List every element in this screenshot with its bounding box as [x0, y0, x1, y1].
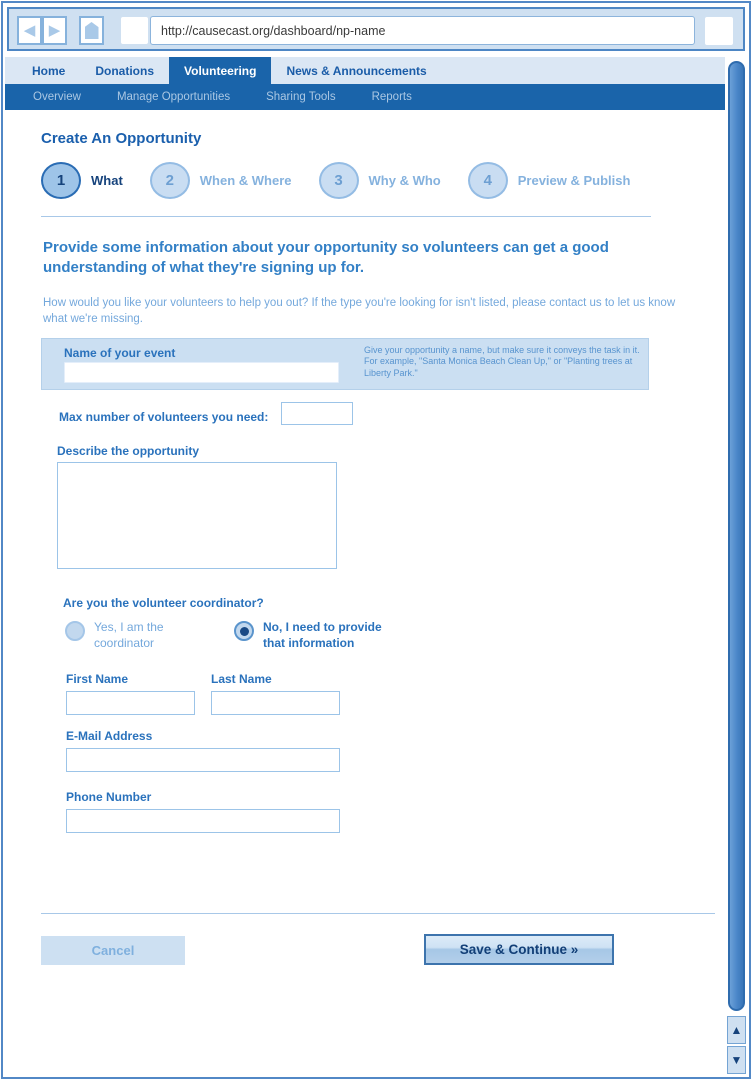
- step-when-where[interactable]: [150, 162, 292, 199]
- step-why-who[interactable]: [319, 162, 441, 199]
- save-continue-button[interactable]: Save & Continue »: [424, 934, 614, 965]
- step-3-circle: 3: [319, 162, 359, 199]
- back-button[interactable]: [17, 16, 42, 45]
- main-nav: [5, 57, 725, 84]
- scroll-down-button[interactable]: [727, 1046, 746, 1074]
- radio-no-label: No, I need to provide that information: [263, 620, 382, 650]
- step-what[interactable]: [41, 162, 123, 199]
- favicon-box: [121, 17, 148, 44]
- first-name-label: First Name: [66, 672, 129, 686]
- tab-donations[interactable]: Donations: [95, 63, 155, 78]
- last-name-label: Last Name: [211, 672, 272, 686]
- describe-textarea[interactable]: [57, 462, 337, 569]
- sub-nav: [5, 84, 725, 110]
- browser-toolbar: [7, 7, 745, 51]
- subnav-sharing-tools[interactable]: Sharing Tools: [266, 91, 336, 103]
- toolbar-right-box[interactable]: [705, 17, 733, 45]
- last-name-input[interactable]: [211, 691, 340, 715]
- max-volunteers-row: [59, 408, 268, 426]
- forward-button[interactable]: [42, 16, 67, 45]
- url-input[interactable]: [150, 16, 695, 45]
- describe-label: Describe the opportunity: [57, 444, 200, 458]
- step-4-label: Preview & Publish: [517, 173, 631, 188]
- event-name-section: [41, 338, 649, 390]
- scrollbar-thumb[interactable]: [728, 61, 745, 1011]
- phone-label: Phone Number: [66, 790, 152, 804]
- tab-home[interactable]: Home: [32, 63, 66, 78]
- event-name-label: Name of your event: [64, 346, 176, 360]
- intro-heading: Provide some information about your opportunity so volunteers can get a good understanding of what they're signing up for.: [43, 239, 609, 277]
- step-4-circle: 4: [468, 162, 508, 199]
- event-name-help-text: Give your opportunity a name, but make sure it conveys the task in it. For example, "Santa Monica Beach Clean Up," or "Planting trees at Liberty Park.": [364, 345, 640, 378]
- scroll-up-icon: ▲: [730, 1023, 743, 1037]
- subnav-manage-opportunities[interactable]: Manage Opportunities: [116, 91, 231, 103]
- step-preview-publish[interactable]: [468, 162, 631, 199]
- first-name-input[interactable]: [66, 691, 195, 715]
- email-label: E-Mail Address: [66, 729, 153, 743]
- cancel-button[interactable]: Cancel: [41, 936, 185, 965]
- radio-no-provide-info[interactable]: [234, 620, 393, 651]
- scroll-up-button[interactable]: [727, 1016, 746, 1044]
- home-icon: [85, 22, 99, 39]
- browser-window: [1, 1, 751, 1079]
- phone-input[interactable]: [66, 809, 340, 833]
- subnav-overview[interactable]: Overview: [33, 91, 81, 103]
- radio-selected-icon: [234, 621, 254, 641]
- radio-yes-coordinator[interactable]: [65, 620, 186, 651]
- max-volunteers-input[interactable]: [281, 402, 353, 425]
- tab-news-announcements[interactable]: News & Announcements: [286, 63, 427, 78]
- step-3-label: Why & Who: [368, 173, 441, 188]
- intro-subtext: How would you like your volunteers to help you out? If the type you're looking for isn't listed, please contact us to let us know what we're missing.: [43, 297, 676, 326]
- tab-volunteering[interactable]: Volunteering: [169, 57, 271, 84]
- radio-yes-label: Yes, I am the coordinator: [94, 620, 164, 650]
- step-1-circle: 1: [41, 162, 81, 199]
- coordinator-question: Are you the volunteer coordinator?: [63, 596, 264, 610]
- event-name-input[interactable]: [64, 362, 339, 383]
- page-title: Create An Opportunity: [41, 130, 202, 147]
- page-content: [5, 110, 725, 1075]
- step-1-label: What: [91, 173, 123, 188]
- subnav-reports[interactable]: Reports: [371, 91, 412, 103]
- radio-unselected-icon: [65, 621, 85, 641]
- actions-divider: [41, 913, 715, 914]
- max-volunteers-label: Max number of volunteers you need:: [59, 410, 269, 424]
- step-2-label: When & Where: [199, 173, 292, 188]
- back-arrow-icon: ◀: [23, 22, 36, 39]
- steps-divider: [41, 216, 651, 217]
- forward-arrow-icon: ▶: [48, 22, 61, 39]
- coordinator-options: [65, 620, 393, 651]
- home-button[interactable]: [79, 16, 104, 45]
- vertical-scrollbar[interactable]: [726, 57, 747, 1075]
- email-input[interactable]: [66, 748, 340, 772]
- scroll-down-icon: ▼: [730, 1053, 743, 1067]
- wizard-steps: [41, 162, 630, 199]
- step-2-circle: 2: [150, 162, 190, 199]
